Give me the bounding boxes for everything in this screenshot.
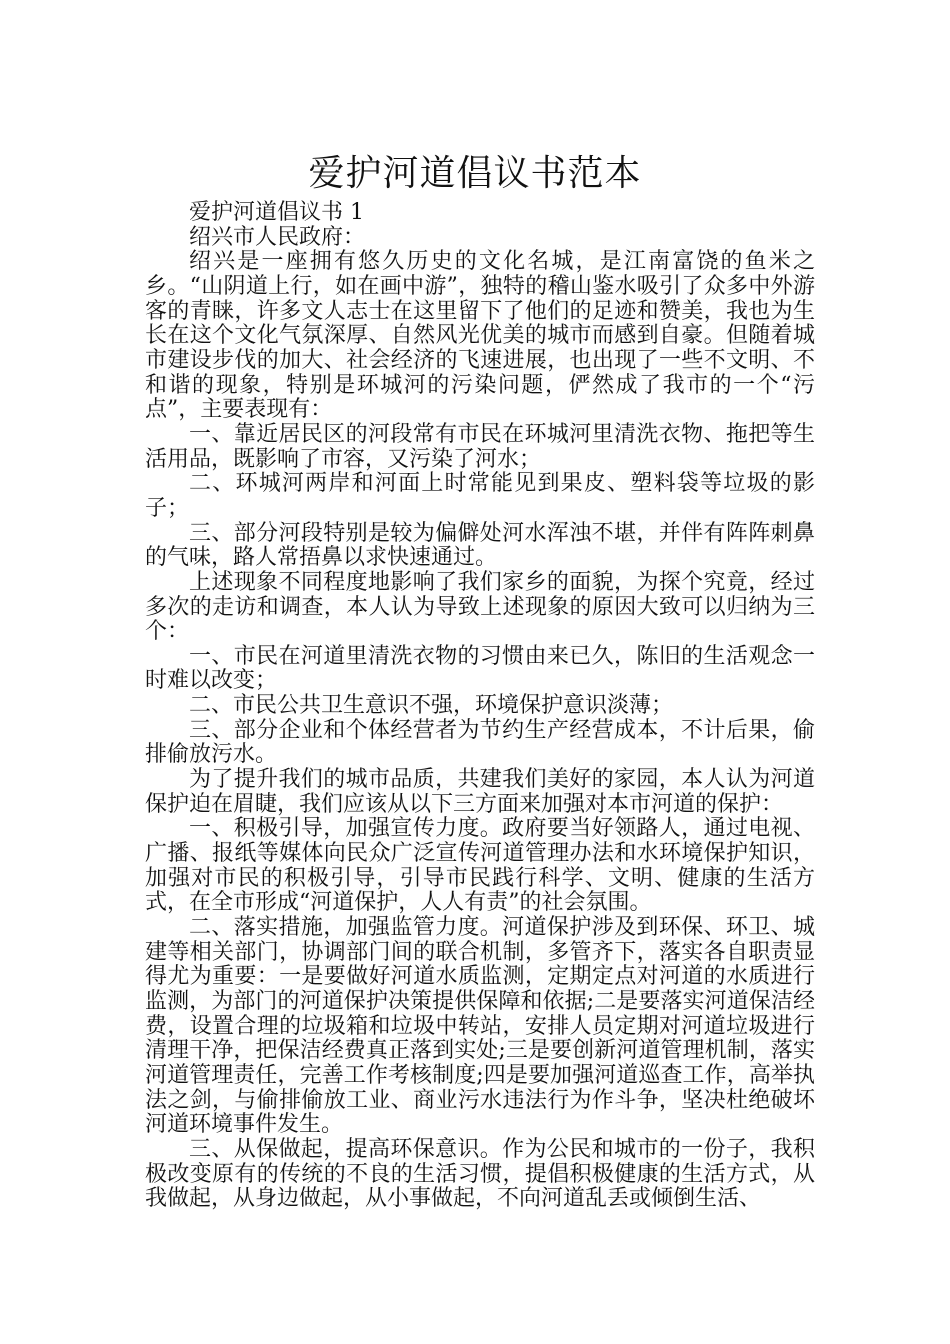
paragraph: 一、积极引导，加强宣传力度。政府要当好领路人，通过电视、广播、报纸等媒体向民众广泛宣传河道管理办法和水环境保护知识，加强对市民的积极引导，引导市民践行科学、文明、健康的生活方式，在全市形成“河道保护，人人有责”的社会氛围。 <box>145 816 815 916</box>
paragraph: 二、环城河两岸和河面上时常能见到果皮、塑料袋等垃圾的影子； <box>145 471 815 521</box>
paragraph: 三、部分河段特别是较为偏僻处河水浑浊不堪，并伴有阵阵刺鼻的气味，路人常捂鼻以求快速通过。 <box>145 520 815 571</box>
paragraph-salutation: 绍兴市人民政府： <box>189 224 366 250</box>
paragraph: 三、部分企业和个体经营者为节约生产经营成本，不计后果，偷排偷放污水。 <box>145 717 815 768</box>
document-title: 爱护河道倡议书范本 <box>308 153 642 195</box>
paragraph: 一、靠近居民区的河段常有市民在环城河里清洗衣物、拖把等生活用品，既影响了市容，又污染了河水； <box>145 421 815 472</box>
paragraph: 二、市民公共卫生意识不强，环境保护意识淡薄； <box>189 693 674 719</box>
paragraph: 绍兴是一座拥有悠久历史的文化名城，是江南富饶的鱼米之乡。“山阴道上行，如在画中游”，独特的稽山鉴水吸引了众多中外游客的青睐，许多文人志士在这里留下了他们的足迹和赞美，我也为生长在这个文化气氛深厚、自然风光优美的城市而感到自豪。但随着城市建设步伐的加大、社会经济的飞速进展，也出现了一些不文明、不和谐的现象，特别是环城河的污染问题，俨然成了我市的一个“污点”，主要表现有： <box>145 249 815 423</box>
paragraph-heading: 爱护河道倡议书 1 <box>189 200 364 225</box>
paragraph: 为了提升我们的城市品质，共建我们美好的家园，本人认为河道保护迫在眉睫，我们应该从以下三方面来加强对本市河道的保护： <box>145 767 815 817</box>
document-body <box>145 201 815 1212</box>
paragraph: 二、落实措施，加强监管力度。河道保护涉及到环保、环卫、城建等相关部门，协调部门间的联合机制，多管齐下，落实各自职责显得尤为重要：一是要做好河道水质监测，定期定点对河道的水质进行监测，为部门的河道保护决策提供保障和依据;二是要落实河道保洁经费，设置合理的垃圾箱和垃圾中转站，安排人员定期对河道垃圾进行清理干净，把保洁经费真正落到实处;三是要创新河道管理机制，落实河道管理责任，完善工作考核制度;四是要加强河道巡查工作，高举执法之剑，与偷排偷放工业、商业污水违法行为作斗争，坚决杜绝破坏河道环境事件发生。 <box>145 915 815 1138</box>
paragraph: 上述现象不同程度地影响了我们家乡的面貌，为探个究竟，经过多次的走访和调查，本人认为导致上述现象的原因大致可以归纳为三个： <box>145 569 815 645</box>
paragraph: 一、市民在河道里清洗衣物的习惯由来已久，陈旧的生活观念一时难以改变； <box>145 643 815 694</box>
paragraph: 三、从保做起，提高环保意识。作为公民和城市的一份子，我积极改变原有的传统的不良的生活习惯，提倡积极健康的生活方式，从我做起，从身边做起，从小事做起，不向河道乱丢或倾倒生活、 <box>145 1136 815 1212</box>
